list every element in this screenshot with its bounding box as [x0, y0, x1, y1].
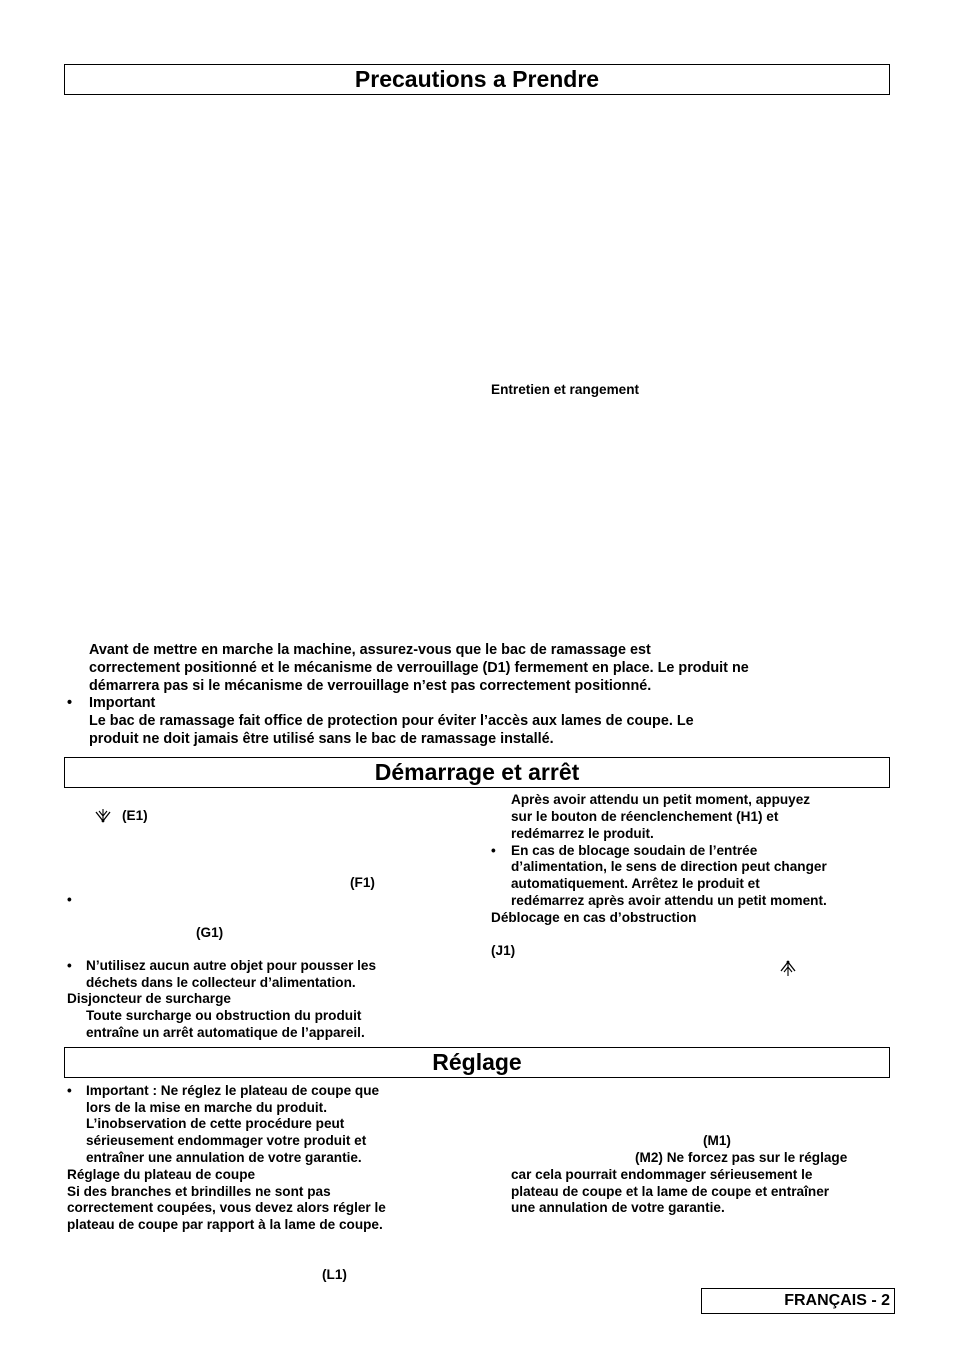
no-object-line-1: N’utilisez aucun autre objet pour pousser les — [86, 958, 377, 973]
m2-line-1: car cela pourrait endommager sérieusement le — [511, 1167, 813, 1182]
plateau-line-1: Si des branches et brindilles ne sont pas — [67, 1184, 331, 1199]
heading-demarrage: Démarrage et arrêt — [64, 757, 890, 788]
bullet: • — [67, 1083, 72, 1098]
reset-line-3: redémarrez le produit. — [511, 826, 654, 841]
plateau-label: Réglage du plateau de coupe — [67, 1167, 256, 1182]
ref-e1: (E1) — [122, 808, 148, 823]
disjoncteur-line-1: Toute surcharge ou obstruction du produit — [86, 1008, 362, 1023]
disjoncteur-label: Disjoncteur de surcharge — [67, 991, 231, 1006]
reverse-rotation-icon — [778, 960, 798, 983]
bullet: • — [67, 695, 73, 711]
bullet: • — [67, 958, 72, 973]
entretien-label: Entretien et rangement — [491, 382, 640, 397]
heading-reglage: Réglage — [64, 1047, 890, 1078]
important-line-1: Le bac de ramassage fait office de protection pour éviter l’accès aux lames de coupe. Le — [89, 713, 694, 729]
warning-line-1: Avant de mettre en marche la machine, assurez-vous que le bac de ramassage est — [89, 642, 651, 658]
m2-line-3: une annulation de votre garantie. — [511, 1200, 725, 1215]
plateau-line-3: plateau de coupe par rapport à la lame de coupe. — [67, 1217, 383, 1232]
blocage-line-2: d’alimentation, le sens de direction peut changer — [511, 859, 827, 874]
reglage-important-line-1: Important : Ne réglez le plateau de coupe que — [86, 1083, 380, 1098]
ref-f1: (F1) — [350, 875, 375, 890]
blocage-line-3: automatiquement. Arrêtez le produit et — [511, 876, 760, 891]
ref-g1: (G1) — [196, 925, 224, 940]
ref-m1: (M1) — [703, 1133, 731, 1148]
m2-line: (M2) Ne forcez pas sur le réglage — [635, 1150, 848, 1165]
blocage-line-4: redémarrez après avoir attendu un petit moment. — [511, 893, 827, 908]
no-object-line-2: déchets dans le collecteur d’alimentation. — [86, 975, 356, 990]
ref-l1: (L1) — [322, 1267, 347, 1282]
heading-precautions: Precautions a Prendre — [64, 64, 890, 95]
disjoncteur-line-2: entraîne un arrêt automatique de l’appareil. — [86, 1025, 365, 1040]
reglage-important-line-5: entraîner une annulation de votre garantie. — [86, 1150, 362, 1165]
reglage-important-line-2: lors de la mise en marche du produit. — [86, 1100, 327, 1115]
blocage-line-1: En cas de blocage soudain de l’entrée — [511, 843, 758, 858]
important-label: Important — [89, 695, 156, 711]
reglage-important-line-4: sérieusement endommager votre produit et — [86, 1133, 367, 1148]
m2-line-2: plateau de coupe et la lame de coupe et entraîner — [511, 1184, 830, 1199]
warning-line-3: démarrera pas si le mécanisme de verrouillage n’est pas correctement positionné. — [89, 678, 652, 694]
deblocage-label: Déblocage en cas d’obstruction — [491, 910, 697, 925]
important-line-2: produit ne doit jamais être utilisé sans le bac de ramassage installé. — [89, 731, 554, 747]
plateau-line-2: correctement coupées, vous devez alors régler le — [67, 1200, 386, 1215]
bullet: • — [491, 843, 496, 858]
reset-line-2: sur le bouton de réenclenchement (H1) et — [511, 809, 779, 824]
reglage-important-line-3: L’inobservation de cette procédure peut — [86, 1116, 345, 1131]
warning-line-2: correctement positionné et le mécanisme de verrouillage (D1) fermement en place. Le produit ne — [89, 660, 749, 676]
reset-line-1: Après avoir attendu un petit moment, appuyez — [511, 792, 811, 807]
forward-rotation-icon — [93, 808, 113, 829]
bullet: • — [67, 892, 72, 907]
page-number-label: FRANÇAIS - 2 — [701, 1288, 895, 1314]
ref-j1: (J1) — [491, 943, 516, 958]
